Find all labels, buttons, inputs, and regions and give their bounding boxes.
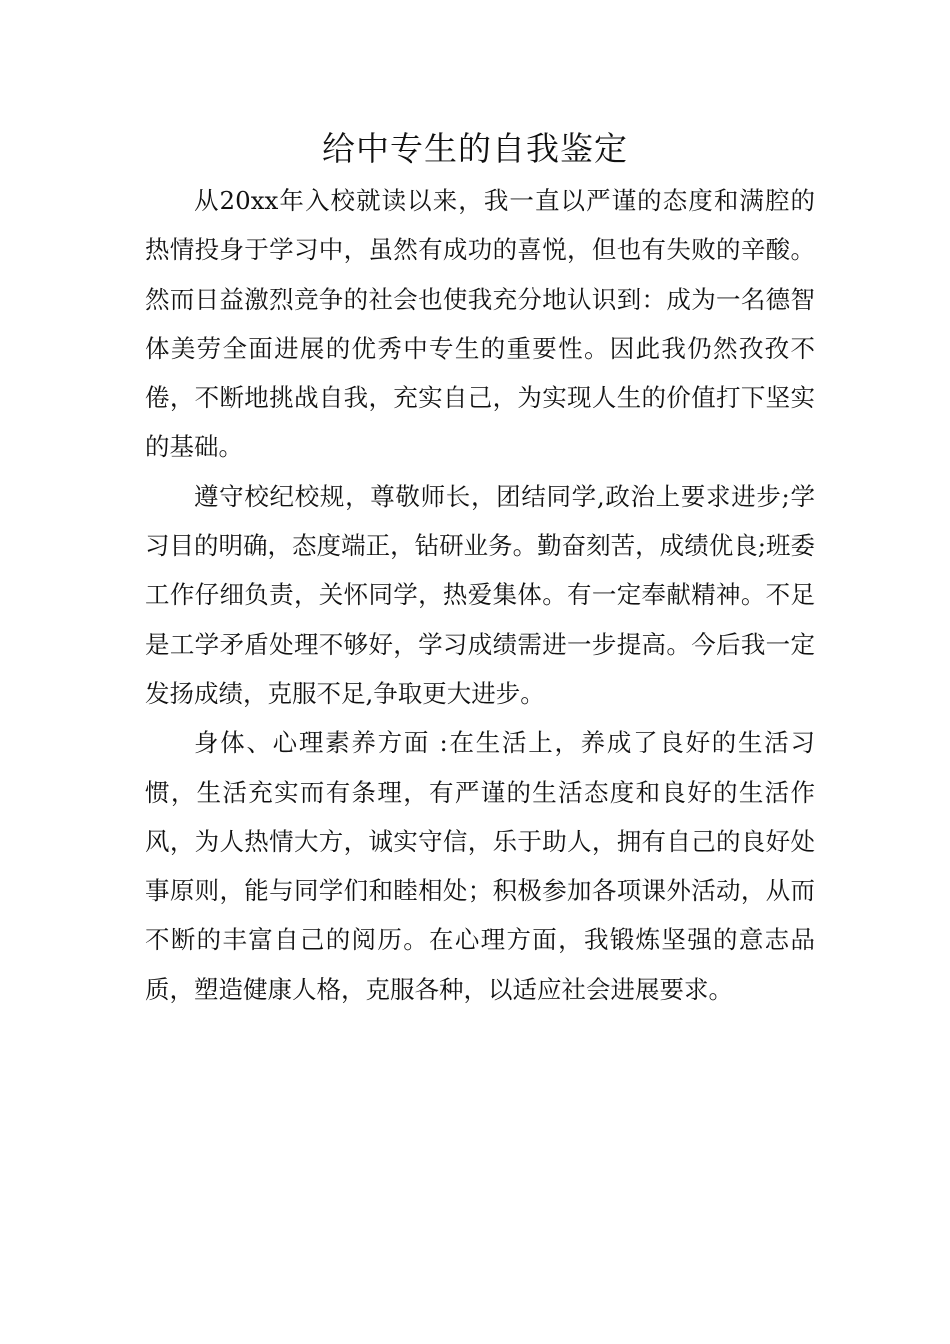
document-body [145, 176, 815, 1014]
paragraph-intro: 从20xx年入校就读以来，我一直以严谨的态度和满腔的热情投身于学习中，虽然有成功的喜悦，但也有失败的辛酸。然而日益激烈竞争的社会也使我充分地认识到：成为一名德智体美劳全面进展的优秀中专生的重要性。因此我仍然孜孜不倦，不断地挑战自我，充实自己，为实现人生的价值打下坚实的基础。 [145, 186, 815, 462]
document-title: 给中专生的自我鉴定 [322, 129, 628, 168]
paragraph-physical-mental: 身体、心理素养方面 :在生活上，养成了良好的生活习惯，生活充实而有条理，有严谨的生活态度和良好的生活作风，为人热情大方，诚实守信，乐于助人，拥有自己的良好处事原则，能与同学们和睦相处；积极参加各项课外活动，从而不断的丰富自己的阅历。在心理方面，我锻炼坚强的意志品质，塑造健康人格，克服各种，以适应社会进展要求。 [145, 728, 815, 1004]
paragraph-conduct: 遵守校纪校规，尊敬师长，团结同学,政治上要求进步;学习目的明确，态度端正，钻研业务。勤奋刻苦，成绩优良;班委工作仔细负责，关怀同学，热爱集体。有一定奉献精神。不足是工学矛盾处理不够好，学习成绩需进一步提高。今后我一定发扬成绩，克服不足,争取更大进步。 [145, 481, 815, 708]
